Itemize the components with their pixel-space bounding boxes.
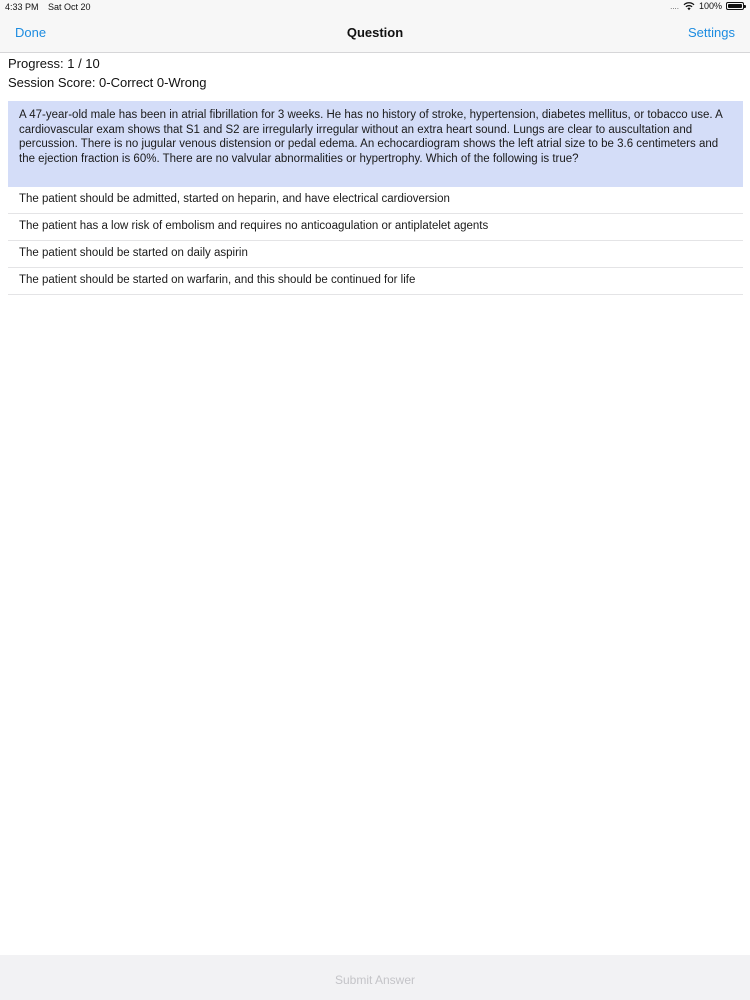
settings-button[interactable]: Settings	[688, 25, 735, 40]
page-title: Question	[346, 25, 404, 40]
cellular-signal-icon: ....	[670, 1, 679, 11]
status-indicators	[670, 1, 744, 11]
answer-option-4[interactable]: The patient should be started on warfarin, and this should be continued for life	[8, 268, 743, 295]
answer-option-2[interactable]: The patient has a low risk of embolism and requires no anticoagulation or antiplatelet agents	[8, 214, 743, 241]
question-stem: A 47-year-old male has been in atrial fibrillation for 3 weeks. He has no history of stroke, hypertension, diabetes mellitus, or tobacco use. A cardiovascular exam shows that S1 and S2 are irregularly irregular without an extra heart sound. Lungs are clear to auscultation and percussion. There is no jugular venous distension or pedal edema. An echocardiogram shows the left atrial size to be 3.6 centimeters and the ejection fraction is 60%. There are no valvular abnormalities or hypertrophy. Which of the following is true?	[8, 101, 743, 187]
progress-label: Progress: 1 / 10	[8, 56, 100, 71]
navigation-bar	[0, 14, 750, 53]
answer-option-1[interactable]: The patient should be admitted, started on heparin, and have electrical cardioversion	[8, 187, 743, 214]
wifi-icon	[683, 1, 695, 11]
session-score-label: Session Score: 0-Correct 0-Wrong	[8, 75, 207, 90]
status-bar	[0, 0, 750, 14]
footer-bar	[0, 955, 750, 1000]
answer-list	[8, 187, 743, 295]
battery-icon	[726, 2, 744, 10]
done-button[interactable]: Done	[15, 25, 47, 40]
battery-percent: 100%	[698, 1, 722, 11]
question-content	[0, 53, 750, 955]
status-date: Sat Oct 20	[48, 2, 91, 12]
submit-answer-button[interactable]: Submit Answer	[334, 973, 416, 987]
answer-option-3[interactable]: The patient should be started on daily aspirin	[8, 241, 743, 268]
status-time: 4:33 PM	[5, 2, 39, 12]
